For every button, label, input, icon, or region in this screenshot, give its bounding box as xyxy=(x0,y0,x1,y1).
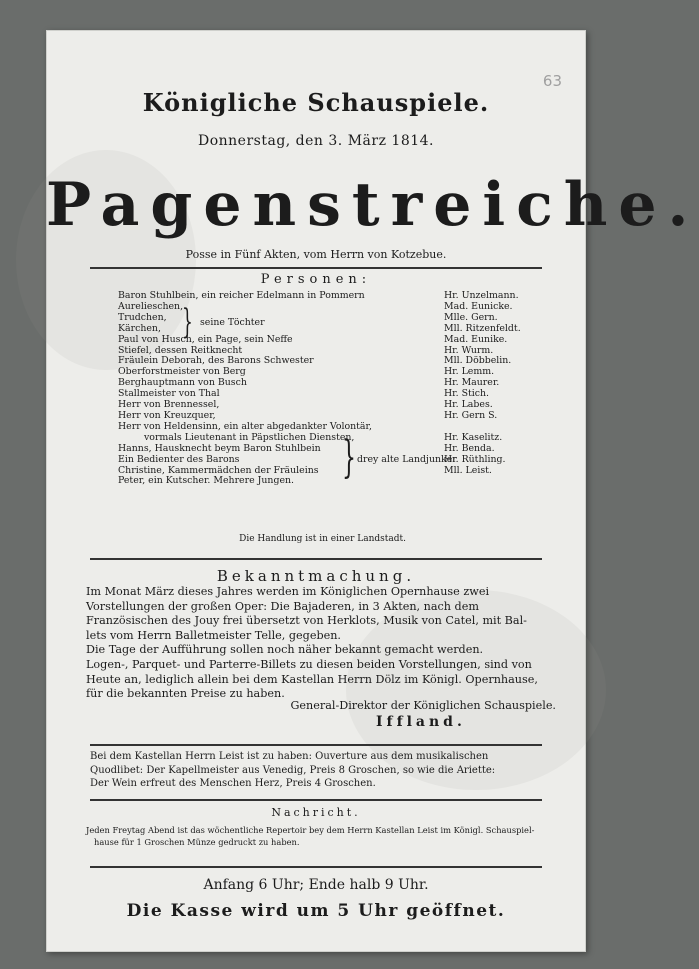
role-item: Ein Bedienter des Barons xyxy=(118,453,240,465)
actor-item: Hr. Benda. xyxy=(444,442,495,454)
role-item: Berghauptmann von Busch xyxy=(118,377,247,389)
role-item: Christine, Kammermädchen der Fräuleins xyxy=(118,464,319,476)
announcement-line: Logen-, Parquet- und Parterre-Billets zu diesen beiden Vorstellungen, sind von xyxy=(86,657,532,671)
actor-item: Mlle. Gern. xyxy=(444,311,498,323)
actor-list xyxy=(444,291,554,476)
nachricht-heading: Nachricht. xyxy=(271,806,361,819)
theatre-title: Königliche Schauspiele. xyxy=(142,88,490,117)
divider xyxy=(90,866,542,868)
role-item: Aurelieschen, xyxy=(118,300,184,312)
actor-item: Hr. Labes. xyxy=(444,399,493,411)
role-item: Herr von Kreuzquer, xyxy=(118,409,216,421)
actor-item: Hr. Unzelmann. xyxy=(444,290,519,301)
announcement-line: Französischen des Jouy frei übersetzt von Herklots, Musik von Catel, mit Bal- xyxy=(86,614,527,628)
role-item: vormals Lieutenant in Päpstlichen Diensten, xyxy=(144,431,355,443)
setting-note: Die Handlung ist in einer Landstadt. xyxy=(239,534,406,544)
nachricht-text xyxy=(86,825,568,848)
leist-line: Der Wein erfreut des Menschen Herz, Preis 4 Groschen. xyxy=(90,778,376,790)
role-item: Hanns, Hausknecht beym Baron Stuhlbein xyxy=(118,442,321,454)
leist-line: Quodlibet: Der Kapellmeister aus Venedig, Preis 8 Groschen, so wie die Ariette: xyxy=(90,764,496,776)
cast-heading: Personen: xyxy=(260,272,372,287)
divider xyxy=(90,558,542,560)
role-item: Fräulein Deborah, des Barons Schwester xyxy=(118,355,314,367)
brace-daughters-label: seine Töchter xyxy=(200,317,265,328)
role-item: Herr von Heldensinn, ein alter abgedankter Volontär, xyxy=(118,420,372,432)
announcement-line: Heute an, lediglich allein bei dem Kastellan Herrn Dölz im Königl. Opernhause, xyxy=(86,672,538,686)
play-title: Pagenstreiche. xyxy=(46,170,699,240)
actor-item: Hr. Rüthling. xyxy=(444,453,506,465)
actor-item: Hr. Kaselitz. xyxy=(444,431,503,443)
actor-item: Mll. Leist. xyxy=(444,464,492,476)
role-item: Stallmeister von Thal xyxy=(118,388,220,400)
signature-name: Iffland. xyxy=(376,714,466,730)
role-item: Stiefel, dessen Reitknecht xyxy=(118,344,243,356)
divider xyxy=(90,744,542,746)
playbill-sheet xyxy=(46,30,699,952)
brace-daughters: } xyxy=(182,302,193,342)
nachricht-line: Jeden Freytag Abend ist das wöchentliche Repertoir bey dem Herrn Kastellan Leist im Königl. Schauspiel- xyxy=(86,825,535,835)
performance-date: Donnerstag, den 3. März 1814. xyxy=(198,133,434,149)
brace-landjunker: } xyxy=(342,432,356,483)
play-genre: Posse in Fünf Akten, vom Herrn von Kotzebue. xyxy=(185,248,447,261)
divider xyxy=(90,799,542,801)
page-number: 63 xyxy=(542,72,562,90)
role-item: Peter, ein Kutscher. Mehrere Jungen. xyxy=(118,475,295,487)
role-item: Paul von Husch, ein Page, sein Neffe xyxy=(118,333,293,345)
announcement-line: Im Monat März dieses Jahres werden im Königlichen Opernhause zwei xyxy=(86,585,490,598)
announcement-line: Die Tage der Aufführung sollen noch näher bekannt gemacht werden. xyxy=(86,643,484,657)
box-office-note: Die Kasse wird um 5 Uhr geöffnet. xyxy=(126,901,506,921)
brace-landjunker-label: drey alte Landjunker xyxy=(357,454,457,465)
announcement-heading: Bekanntmachung. xyxy=(216,567,416,585)
actor-item: Hr. Stich. xyxy=(444,388,490,400)
leist-notice xyxy=(90,750,568,791)
actor-item: Mad. Eunike. xyxy=(444,333,508,345)
actor-item: Hr. Wurm. xyxy=(444,344,494,356)
role-item: Kärchen, xyxy=(118,322,161,334)
actor-item: Hr. Lemm. xyxy=(444,366,495,378)
signature-office: General-Direktor der Königlichen Schauspiele. xyxy=(290,699,556,712)
role-item: Oberforstmeister von Berg xyxy=(118,366,246,378)
nachricht-line: hause für 1 Groschen Münze gedruckt zu haben. xyxy=(94,836,300,847)
role-item: Trudchen, xyxy=(118,311,167,323)
leist-line: Bei dem Kastellan Herrn Leist ist zu haben: Ouverture aus dem musikalischen xyxy=(90,751,489,762)
announcement-text xyxy=(86,585,568,702)
actor-item: Mll. Ritzenfeldt. xyxy=(444,322,521,334)
divider xyxy=(90,267,542,269)
actor-item: Mad. Eunicke. xyxy=(444,300,513,312)
actor-item: Hr. Maurer. xyxy=(444,377,500,389)
announcement-line: lets vom Herrn Balletmeister Telle, gegeben. xyxy=(86,628,341,642)
performance-times: Anfang 6 Uhr; Ende halb 9 Uhr. xyxy=(203,877,429,893)
actor-item: Mll. Döbbelin. xyxy=(444,355,512,367)
actor-item: Hr. Gern S. xyxy=(444,409,498,421)
role-item: Herr von Brennessel, xyxy=(118,399,220,411)
announcement-line: für die bekannten Preise zu haben. xyxy=(86,687,285,701)
role-item: Baron Stuhlbein, ein reicher Edelmann in Pommern xyxy=(118,290,365,301)
announcement-line: Vorstellungen der großen Oper: Die Bajaderen, in 3 Akten, nach dem xyxy=(86,599,479,613)
